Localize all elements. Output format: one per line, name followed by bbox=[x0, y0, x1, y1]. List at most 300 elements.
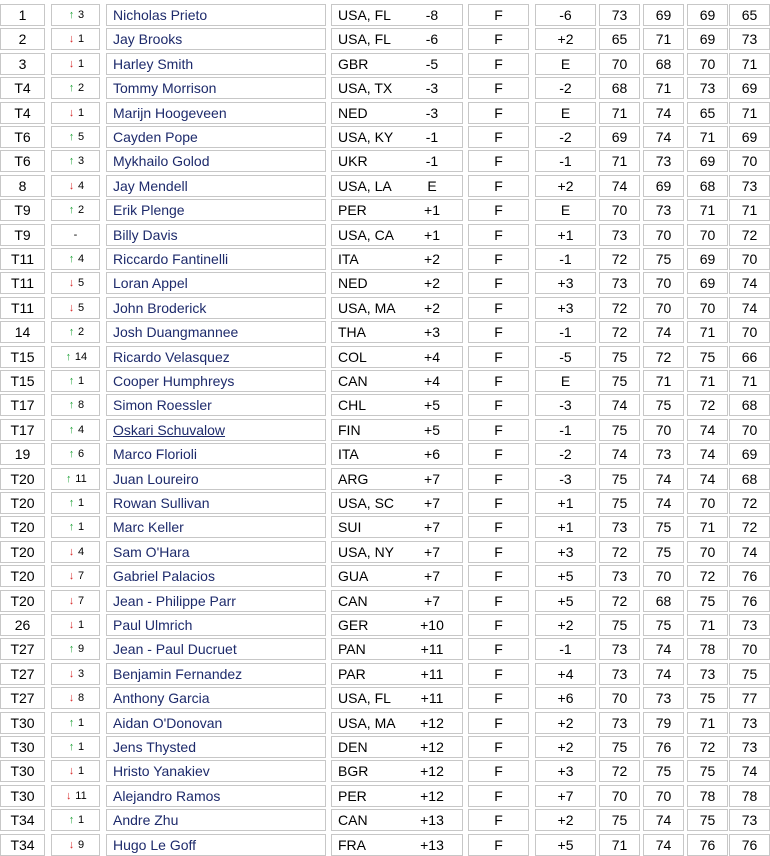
movement-value: 1 bbox=[77, 521, 85, 534]
round-3-score: 70 bbox=[687, 297, 728, 319]
country-label: PER bbox=[338, 787, 367, 804]
round-4-score: 69 bbox=[729, 77, 770, 99]
arrow-down-icon: ↓ bbox=[68, 106, 75, 119]
round-4-score: 70 bbox=[729, 321, 770, 343]
country-total-cell bbox=[331, 638, 463, 660]
movement-value: 8 bbox=[77, 399, 85, 412]
player-name-link[interactable]: Hristo Yanakiev bbox=[106, 760, 326, 782]
thru-cell: F bbox=[468, 590, 529, 612]
leaderboard-row bbox=[0, 53, 770, 75]
movement-cell bbox=[51, 663, 100, 685]
position-cell: T9 bbox=[0, 199, 45, 221]
player-name-link[interactable]: Ricardo Velasquez bbox=[106, 346, 326, 368]
movement-cell bbox=[51, 492, 100, 514]
thru-cell: F bbox=[468, 760, 529, 782]
total-score: -8 bbox=[425, 7, 439, 23]
thru-cell: F bbox=[468, 4, 529, 26]
round-1-score: 75 bbox=[599, 419, 640, 441]
country-total-cell bbox=[331, 77, 463, 99]
country-total-cell bbox=[331, 443, 463, 465]
today-score-cell: -1 bbox=[535, 419, 596, 441]
round-4-score: 73 bbox=[729, 614, 770, 636]
leaderboard-row bbox=[0, 590, 770, 612]
today-score-cell: E bbox=[535, 199, 596, 221]
arrow-down-icon: ↓ bbox=[66, 789, 72, 802]
round-1-score: 72 bbox=[599, 248, 640, 270]
round-3-score: 69 bbox=[687, 4, 728, 26]
leaderboard-row bbox=[0, 370, 770, 392]
total-score: +12 bbox=[420, 763, 444, 780]
position-cell: T4 bbox=[0, 77, 45, 99]
movement-value: 2 bbox=[77, 82, 85, 95]
movement-cell bbox=[51, 809, 100, 831]
position-cell: 8 bbox=[0, 175, 45, 197]
country-label: UKR bbox=[338, 153, 368, 170]
arrow-up-icon: ↑ bbox=[68, 423, 75, 436]
country-label: ITA bbox=[338, 251, 359, 267]
round-3-score: 70 bbox=[687, 53, 728, 75]
today-score-cell: -6 bbox=[535, 4, 596, 26]
round-2-score: 72 bbox=[643, 346, 684, 368]
movement-value: 1 bbox=[77, 814, 85, 827]
round-1-score: 73 bbox=[599, 712, 640, 734]
movement-value: 5 bbox=[77, 301, 85, 314]
leaderboard-row bbox=[0, 321, 770, 343]
total-score: +11 bbox=[420, 641, 444, 658]
movement-cell bbox=[51, 785, 100, 807]
player-name-link[interactable]: Loran Appel bbox=[106, 272, 326, 294]
position-cell: T34 bbox=[0, 809, 45, 831]
country-label: GBR bbox=[338, 55, 369, 72]
movement-cell bbox=[51, 687, 100, 709]
leaderboard-row bbox=[0, 346, 770, 368]
today-score-cell: -3 bbox=[535, 468, 596, 490]
country-total-cell bbox=[331, 224, 463, 246]
today-score-cell: -2 bbox=[535, 126, 596, 148]
movement-cell bbox=[51, 443, 100, 465]
arrow-up-icon: ↑ bbox=[68, 741, 75, 753]
player-name-link[interactable]: Sam O'Hara bbox=[106, 541, 326, 563]
round-2-score: 75 bbox=[643, 394, 684, 416]
total-score: +2 bbox=[424, 299, 440, 316]
round-4-score: 74 bbox=[729, 272, 770, 294]
movement-value: 1 bbox=[77, 716, 85, 729]
country-total-cell bbox=[331, 4, 463, 26]
today-score-cell: +2 bbox=[535, 614, 596, 636]
round-3-score: 65 bbox=[687, 102, 728, 124]
movement-value: 8 bbox=[77, 692, 85, 705]
round-3-score: 78 bbox=[687, 638, 728, 660]
total-score: +10 bbox=[420, 617, 444, 633]
today-score-cell: E bbox=[535, 53, 596, 75]
round-3-score: 73 bbox=[687, 77, 728, 99]
thru-cell: F bbox=[468, 370, 529, 392]
country-total-cell bbox=[331, 590, 463, 612]
movement-cell bbox=[51, 126, 100, 148]
today-score-cell: +5 bbox=[535, 834, 596, 856]
total-score: +7 bbox=[424, 543, 440, 560]
player-name-link[interactable]: Gabriel Palacios bbox=[106, 565, 326, 587]
round-4-score: 72 bbox=[729, 516, 770, 538]
position-cell: T15 bbox=[0, 370, 45, 392]
player-name-link[interactable]: Paul Ulmrich bbox=[106, 614, 326, 636]
country-total-cell bbox=[331, 541, 463, 563]
total-score: -1 bbox=[425, 153, 439, 170]
round-2-score: 75 bbox=[643, 614, 684, 636]
today-score-cell: -1 bbox=[535, 248, 596, 270]
arrow-down-icon: ↓ bbox=[68, 594, 75, 607]
player-name-link[interactable]: Anthony Garcia bbox=[106, 687, 326, 709]
movement-value: 1 bbox=[77, 375, 85, 387]
movement-value: 6 bbox=[77, 448, 85, 461]
total-score: +13 bbox=[420, 812, 444, 829]
position-cell: 1 bbox=[0, 4, 45, 26]
player-name-link[interactable]: Harley Smith bbox=[106, 53, 326, 75]
position-cell: T17 bbox=[0, 394, 45, 416]
leaderboard-row bbox=[0, 541, 770, 563]
position-cell: T20 bbox=[0, 541, 45, 563]
country-total-cell bbox=[331, 809, 463, 831]
player-name-link[interactable]: Oskari Schuvalow bbox=[106, 419, 326, 441]
movement-value: 1 bbox=[77, 106, 85, 119]
position-cell: T15 bbox=[0, 346, 45, 368]
round-4-score: 70 bbox=[729, 248, 770, 270]
country-label: BGR bbox=[338, 763, 369, 780]
round-2-score: 70 bbox=[643, 224, 684, 246]
total-score: +2 bbox=[424, 251, 440, 267]
round-3-score: 75 bbox=[687, 687, 728, 709]
today-score-cell: +3 bbox=[535, 272, 596, 294]
leaderboard-row bbox=[0, 126, 770, 148]
today-score-cell: -1 bbox=[535, 638, 596, 660]
arrow-down-icon: ↓ bbox=[68, 33, 75, 46]
thru-cell: F bbox=[468, 809, 529, 831]
round-1-score: 70 bbox=[599, 785, 640, 807]
round-2-score: 74 bbox=[643, 102, 684, 124]
round-3-score: 70 bbox=[687, 224, 728, 246]
movement-value: 1 bbox=[77, 57, 85, 70]
player-name-link[interactable]: John Broderick bbox=[106, 297, 326, 319]
round-1-score: 73 bbox=[599, 663, 640, 685]
round-4-score: 74 bbox=[729, 297, 770, 319]
arrow-up-icon: ↑ bbox=[68, 716, 75, 729]
today-score-cell: -3 bbox=[535, 394, 596, 416]
player-name-link[interactable]: Josh Duangmannee bbox=[106, 321, 326, 343]
total-score: -3 bbox=[425, 80, 439, 97]
round-1-score: 68 bbox=[599, 77, 640, 99]
country-total-cell bbox=[331, 199, 463, 221]
round-4-score: 71 bbox=[729, 199, 770, 221]
player-name-link[interactable]: Jean - Paul Ducruet bbox=[106, 638, 326, 660]
position-cell: T20 bbox=[0, 590, 45, 612]
round-4-score: 66 bbox=[729, 346, 770, 368]
position-cell: T9 bbox=[0, 224, 45, 246]
player-name-link[interactable]: Simon Roessler bbox=[106, 394, 326, 416]
round-4-score: 71 bbox=[729, 102, 770, 124]
thru-cell: F bbox=[468, 297, 529, 319]
arrow-down-icon: ↓ bbox=[68, 301, 75, 314]
movement-value: 4 bbox=[77, 423, 85, 436]
country-total-cell bbox=[331, 663, 463, 685]
player-name-link[interactable]: Hugo Le Goff bbox=[106, 834, 326, 856]
player-name-link[interactable]: Cooper Humphreys bbox=[106, 370, 326, 392]
movement-cell bbox=[51, 638, 100, 660]
leaderboard-row bbox=[0, 492, 770, 514]
thru-cell: F bbox=[468, 28, 529, 50]
round-1-score: 73 bbox=[599, 516, 640, 538]
round-2-score: 74 bbox=[643, 834, 684, 856]
movement-cell bbox=[51, 4, 100, 26]
thru-cell: F bbox=[468, 248, 529, 270]
player-name-link[interactable]: Marc Keller bbox=[106, 516, 326, 538]
thru-cell: F bbox=[468, 614, 529, 636]
movement-value: 2 bbox=[77, 204, 85, 217]
leaderboard-row bbox=[0, 809, 770, 831]
round-1-score: 71 bbox=[599, 150, 640, 172]
round-3-score: 71 bbox=[687, 126, 728, 148]
player-name-link[interactable]: Erik Plenge bbox=[106, 199, 326, 221]
movement-cell bbox=[51, 199, 100, 221]
movement-cell bbox=[51, 321, 100, 343]
leaderboard-row bbox=[0, 687, 770, 709]
round-4-score: 70 bbox=[729, 419, 770, 441]
arrow-up-icon: ↑ bbox=[65, 350, 72, 363]
movement-cell bbox=[51, 248, 100, 270]
leaderboard-row bbox=[0, 175, 770, 197]
player-name-link[interactable]: Cayden Pope bbox=[106, 126, 326, 148]
arrow-up-icon: ↑ bbox=[68, 643, 75, 656]
country-label: NED bbox=[338, 275, 368, 292]
today-score-cell: +2 bbox=[535, 736, 596, 758]
player-name-link[interactable]: Billy Davis bbox=[106, 224, 326, 246]
round-1-score: 72 bbox=[599, 297, 640, 319]
player-name-link[interactable]: Alejandro Ramos bbox=[106, 785, 326, 807]
total-score: +2 bbox=[424, 275, 440, 292]
player-name-link[interactable]: Rowan Sullivan bbox=[106, 492, 326, 514]
round-4-score: 73 bbox=[729, 736, 770, 758]
thru-cell: F bbox=[468, 150, 529, 172]
leaderboard-row bbox=[0, 516, 770, 538]
thru-cell: F bbox=[468, 199, 529, 221]
thru-cell: F bbox=[468, 443, 529, 465]
position-cell: 3 bbox=[0, 53, 45, 75]
today-score-cell: +1 bbox=[535, 516, 596, 538]
round-4-score: 73 bbox=[729, 28, 770, 50]
round-2-score: 71 bbox=[643, 370, 684, 392]
thru-cell: F bbox=[468, 419, 529, 441]
country-label: USA, NY bbox=[338, 543, 395, 560]
round-4-score: 68 bbox=[729, 468, 770, 490]
position-cell: T27 bbox=[0, 638, 45, 660]
today-score-cell: +3 bbox=[535, 760, 596, 782]
thru-cell: F bbox=[468, 663, 529, 685]
movement-value: 3 bbox=[77, 155, 85, 168]
total-score: +7 bbox=[424, 495, 440, 511]
round-3-score: 69 bbox=[687, 28, 728, 50]
player-name-link[interactable]: Jay Brooks bbox=[106, 28, 326, 50]
player-name-link[interactable]: Jay Mendell bbox=[106, 175, 326, 197]
movement-cell bbox=[51, 760, 100, 782]
today-score-cell: +3 bbox=[535, 541, 596, 563]
arrow-down-icon: ↓ bbox=[68, 765, 75, 778]
movement-cell bbox=[51, 346, 100, 368]
movement-cell bbox=[51, 590, 100, 612]
round-4-score: 73 bbox=[729, 809, 770, 831]
leaderboard-row bbox=[0, 297, 770, 319]
today-score-cell: +5 bbox=[535, 565, 596, 587]
round-2-score: 74 bbox=[643, 492, 684, 514]
thru-cell: F bbox=[468, 834, 529, 856]
player-name-link[interactable]: Nicholas Prieto bbox=[106, 4, 326, 26]
thru-cell: F bbox=[468, 346, 529, 368]
movement-value: 1 bbox=[77, 741, 85, 753]
arrow-up-icon: ↑ bbox=[68, 253, 75, 265]
today-score-cell: -1 bbox=[535, 150, 596, 172]
arrow-up-icon: ↑ bbox=[68, 326, 75, 339]
position-cell: T20 bbox=[0, 468, 45, 490]
arrow-up-icon: ↑ bbox=[68, 521, 75, 534]
movement-cell bbox=[51, 28, 100, 50]
round-2-score: 70 bbox=[643, 419, 684, 441]
round-2-score: 70 bbox=[643, 297, 684, 319]
arrow-down-icon: ↓ bbox=[68, 179, 75, 192]
position-cell: 2 bbox=[0, 28, 45, 50]
total-score: -6 bbox=[425, 31, 439, 48]
leaderboard-row bbox=[0, 4, 770, 26]
round-2-score: 74 bbox=[643, 126, 684, 148]
round-4-score: 76 bbox=[729, 834, 770, 856]
leaderboard-row bbox=[0, 736, 770, 758]
country-total-cell bbox=[331, 785, 463, 807]
country-total-cell bbox=[331, 321, 463, 343]
country-label: USA, SC bbox=[338, 495, 395, 511]
position-cell: T20 bbox=[0, 516, 45, 538]
round-1-score: 74 bbox=[599, 443, 640, 465]
movement-cell bbox=[51, 468, 100, 490]
country-total-cell bbox=[331, 834, 463, 856]
round-3-score: 75 bbox=[687, 809, 728, 831]
country-total-cell bbox=[331, 248, 463, 270]
arrow-up-icon: ↑ bbox=[68, 448, 75, 461]
round-2-score: 73 bbox=[643, 199, 684, 221]
player-name-link[interactable]: Jens Thysted bbox=[106, 736, 326, 758]
player-name-link[interactable]: Marco Florioli bbox=[106, 443, 326, 465]
round-1-score: 74 bbox=[599, 175, 640, 197]
country-total-cell bbox=[331, 370, 463, 392]
movement-value: 9 bbox=[77, 838, 85, 851]
leaderboard-row bbox=[0, 638, 770, 660]
today-score-cell: +2 bbox=[535, 175, 596, 197]
round-3-score: 73 bbox=[687, 663, 728, 685]
round-2-score: 76 bbox=[643, 736, 684, 758]
position-cell: T30 bbox=[0, 736, 45, 758]
round-3-score: 72 bbox=[687, 394, 728, 416]
round-1-score: 75 bbox=[599, 370, 640, 392]
total-score: +12 bbox=[420, 787, 444, 804]
leaderboard-row bbox=[0, 614, 770, 636]
country-total-cell bbox=[331, 394, 463, 416]
total-score: +1 bbox=[424, 226, 440, 243]
arrow-down-icon: ↓ bbox=[68, 692, 75, 705]
movement-value: 7 bbox=[77, 594, 85, 607]
player-name-link[interactable]: Jean - Philippe Parr bbox=[106, 590, 326, 612]
country-total-cell bbox=[331, 516, 463, 538]
total-score: -1 bbox=[425, 129, 439, 145]
round-4-score: 71 bbox=[729, 53, 770, 75]
player-name-link[interactable]: Juan Loureiro bbox=[106, 468, 326, 490]
player-name-link[interactable]: Andre Zhu bbox=[106, 809, 326, 831]
position-cell: 26 bbox=[0, 614, 45, 636]
today-score-cell: +3 bbox=[535, 297, 596, 319]
movement-cell bbox=[51, 614, 100, 636]
total-score: +1 bbox=[424, 202, 440, 219]
player-name-link[interactable]: Marijn Hoogeveen bbox=[106, 102, 326, 124]
round-4-score: 73 bbox=[729, 175, 770, 197]
position-cell: T20 bbox=[0, 565, 45, 587]
total-score: +12 bbox=[420, 739, 444, 755]
round-1-score: 73 bbox=[599, 565, 640, 587]
round-3-score: 72 bbox=[687, 736, 728, 758]
player-name-link[interactable]: Mykhailo Golod bbox=[106, 150, 326, 172]
total-score: +7 bbox=[424, 519, 440, 536]
round-1-score: 70 bbox=[599, 687, 640, 709]
leaderboard-row bbox=[0, 712, 770, 734]
today-score-cell: E bbox=[535, 102, 596, 124]
player-name-link[interactable]: Riccardo Fantinelli bbox=[106, 248, 326, 270]
player-name-link[interactable]: Aidan O'Donovan bbox=[106, 712, 326, 734]
movement-value: 3 bbox=[77, 667, 85, 680]
player-name-link[interactable]: Benjamin Fernandez bbox=[106, 663, 326, 685]
today-score-cell: E bbox=[535, 370, 596, 392]
country-label: PAN bbox=[338, 641, 366, 658]
total-score: E bbox=[427, 177, 437, 194]
arrow-up-icon: ↑ bbox=[68, 155, 75, 168]
leaderboard-row bbox=[0, 760, 770, 782]
leaderboard-row bbox=[0, 28, 770, 50]
round-3-score: 70 bbox=[687, 541, 728, 563]
round-1-score: 75 bbox=[599, 346, 640, 368]
country-total-cell bbox=[331, 53, 463, 75]
thru-cell: F bbox=[468, 492, 529, 514]
round-3-score: 72 bbox=[687, 565, 728, 587]
round-2-score: 69 bbox=[643, 175, 684, 197]
total-score: +11 bbox=[420, 690, 444, 707]
player-name-link[interactable]: Tommy Morrison bbox=[106, 77, 326, 99]
movement-cell bbox=[51, 736, 100, 758]
movement-value: 1 bbox=[77, 619, 85, 631]
total-score: +4 bbox=[424, 348, 440, 365]
position-cell: T6 bbox=[0, 150, 45, 172]
today-score-cell: +5 bbox=[535, 590, 596, 612]
movement-value: 5 bbox=[77, 131, 85, 143]
movement-value: 4 bbox=[77, 253, 85, 265]
today-score-cell: +2 bbox=[535, 809, 596, 831]
country-label: FIN bbox=[338, 421, 361, 438]
arrow-up-icon: ↑ bbox=[68, 82, 75, 95]
movement-cell bbox=[51, 102, 100, 124]
country-label: CAN bbox=[338, 592, 368, 609]
today-score-cell: +2 bbox=[535, 28, 596, 50]
round-4-score: 78 bbox=[729, 785, 770, 807]
movement-value: 2 bbox=[77, 326, 85, 339]
country-label: USA, CA bbox=[338, 226, 395, 243]
movement-value: 1 bbox=[77, 765, 85, 778]
today-score-cell: -5 bbox=[535, 346, 596, 368]
round-1-score: 73 bbox=[599, 224, 640, 246]
movement-value: 14 bbox=[74, 350, 88, 363]
round-4-score: 76 bbox=[729, 565, 770, 587]
movement-value: 7 bbox=[77, 570, 85, 583]
